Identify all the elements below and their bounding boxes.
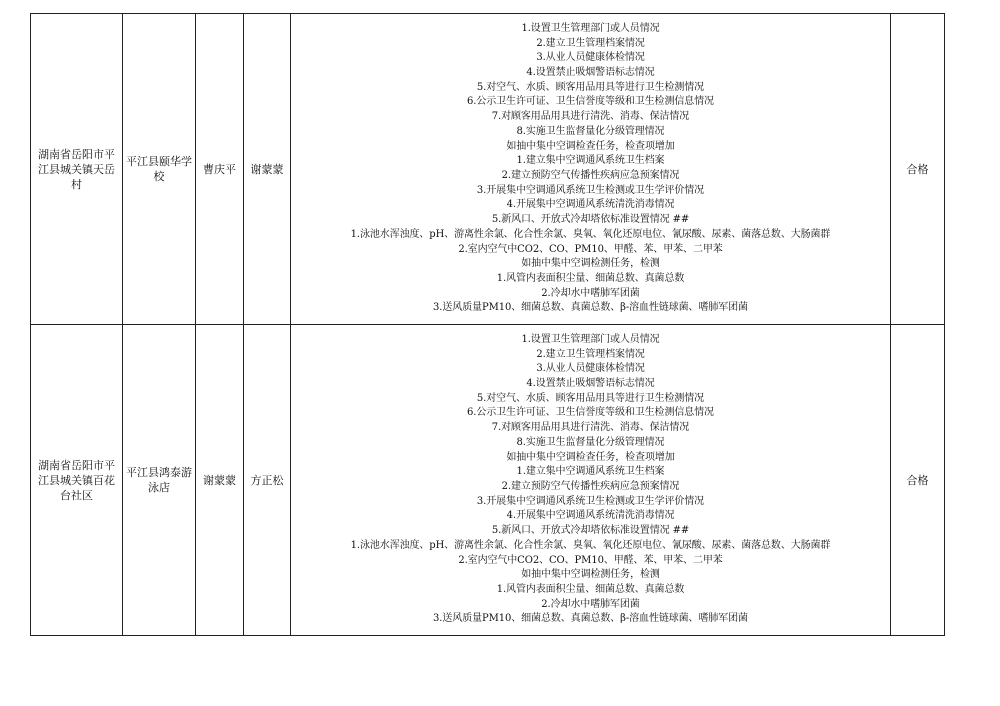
inspection-item: 如抽中集中空调检测任务，检测 bbox=[521, 258, 660, 270]
inspector-cell: 谢蒙蒙 bbox=[196, 325, 244, 636]
inspection-items-cell bbox=[291, 325, 891, 636]
inspection-item: 5.新风口、开放式冷却塔依标准设置情况 ## bbox=[491, 525, 690, 537]
inspection-item: 1.风管内表面积尘量、细菌总数、真菌总数 bbox=[496, 272, 685, 284]
inspection-item: 2.建立卫生管理档案情况 bbox=[536, 348, 645, 360]
inspection-item: 1.泳池水浑浊度、pH、游离性余氯、化合性余氯、臭氧、氧化还原电位、氰尿酸、尿素、菌落总数、大肠菌群 bbox=[350, 228, 831, 240]
inspection-item: 1.设置卫生管理部门或人员情况 bbox=[521, 22, 660, 34]
inspection-item: 1.建立集中空调通风系统卫生档案 bbox=[516, 155, 665, 167]
inspection-item: 4.设置禁止吸烟警语标志情况 bbox=[526, 67, 655, 79]
inspection-item: 2.建立预防空气传播性疾病应急预案情况 bbox=[501, 170, 680, 181]
inspection-item: 6.公示卫生许可证、卫生信誉度等级和卫生检测信息情况 bbox=[467, 407, 714, 419]
inspection-table bbox=[30, 13, 945, 636]
inspection-item: 8.实施卫生监督量化分级管理情况 bbox=[516, 125, 665, 137]
inspection-item: 1.泳池水浑浊度、pH、游离性余氯、化合性余氯、臭氧、氧化还原电位、氰尿酸、尿素、菌落总数、大肠菌群 bbox=[350, 539, 831, 551]
unit-name-cell: 平江县鸿泰游泳店 bbox=[123, 325, 196, 636]
result-cell: 合格 bbox=[891, 14, 945, 325]
table-row bbox=[31, 325, 945, 636]
inspection-item: 4.设置禁止吸烟警语标志情况 bbox=[526, 378, 655, 390]
result-cell: 合格 bbox=[891, 325, 945, 636]
inspection-item: 1.建立集中空调通风系统卫生档案 bbox=[516, 466, 665, 478]
inspection-items-cell bbox=[291, 14, 891, 325]
inspector-cell: 方正松 bbox=[244, 325, 291, 636]
inspection-item: 2.冷却水中嗜肺军团菌 bbox=[541, 287, 640, 299]
inspection-item: 5.新风口、开放式冷却塔依标准设置情况 ## bbox=[491, 214, 690, 226]
inspection-item: 8.实施卫生监督量化分级管理情况 bbox=[516, 436, 665, 448]
inspection-item: 7.对顾客用品用具进行清洗、消毒、保洁情况 bbox=[491, 111, 690, 123]
inspection-item: 3.从业人员健康体检情况 bbox=[536, 363, 645, 375]
inspection-item: 3.送风质量PM10、细菌总数、真菌总数、β-溶血性链球菌、嗜肺军团菌 bbox=[433, 613, 748, 625]
inspection-item: 2.室内空气中CO2、CO、PM10、甲醛、苯、甲苯、二甲苯 bbox=[458, 554, 723, 566]
inspection-item: 2.建立卫生管理档案情况 bbox=[536, 37, 645, 49]
inspection-item: 7.对顾客用品用具进行清洗、消毒、保洁情况 bbox=[491, 422, 690, 434]
unit-name-cell: 平江县颐华学校 bbox=[123, 14, 196, 325]
location-cell: 湖南省岳阳市平江县城关镇百花台社区 bbox=[31, 325, 123, 636]
table-row bbox=[31, 14, 945, 325]
inspection-item: 如抽中集中空调检查任务，检查项增加 bbox=[506, 140, 675, 152]
inspection-item: 5.对空气、水质、顾客用品用具等进行卫生检测情况 bbox=[476, 392, 705, 404]
inspection-item: 4.开展集中空调通风系统清洗消毒情况 bbox=[506, 510, 675, 522]
inspection-item: 如抽中集中空调检查任务，检查项增加 bbox=[506, 451, 675, 463]
inspector-cell: 谢蒙蒙 bbox=[244, 14, 291, 325]
inspection-item: 2.建立预防空气传播性疾病应急预案情况 bbox=[501, 481, 680, 492]
inspection-item: 3.开展集中空调通风系统卫生检测或卫生学评价情况 bbox=[476, 495, 705, 507]
inspection-item: 1.风管内表面积尘量、细菌总数、真菌总数 bbox=[496, 583, 685, 595]
inspection-item: 3.送风质量PM10、细菌总数、真菌总数、β-溶血性链球菌、嗜肺军团菌 bbox=[433, 302, 748, 314]
inspection-item: 2.冷却水中嗜肺军团菌 bbox=[541, 598, 640, 610]
inspection-item: 3.从业人员健康体检情况 bbox=[536, 52, 645, 64]
inspection-item: 6.公示卫生许可证、卫生信誉度等级和卫生检测信息情况 bbox=[467, 96, 714, 108]
inspection-item: 如抽中集中空调检测任务，检测 bbox=[521, 569, 660, 581]
inspection-item: 4.开展集中空调通风系统清洗消毒情况 bbox=[506, 199, 675, 211]
location-cell: 湖南省岳阳市平江县城关镇天岳村 bbox=[31, 14, 123, 325]
inspector-cell: 曹庆平 bbox=[196, 14, 244, 325]
inspection-item: 5.对空气、水质、顾客用品用具等进行卫生检测情况 bbox=[476, 81, 705, 93]
inspection-item: 1.设置卫生管理部门或人员情况 bbox=[521, 333, 660, 345]
inspection-item: 3.开展集中空调通风系统卫生检测或卫生学评价情况 bbox=[476, 184, 705, 196]
inspection-item: 2.室内空气中CO2、CO、PM10、甲醛、苯、甲苯、二甲苯 bbox=[458, 243, 723, 255]
